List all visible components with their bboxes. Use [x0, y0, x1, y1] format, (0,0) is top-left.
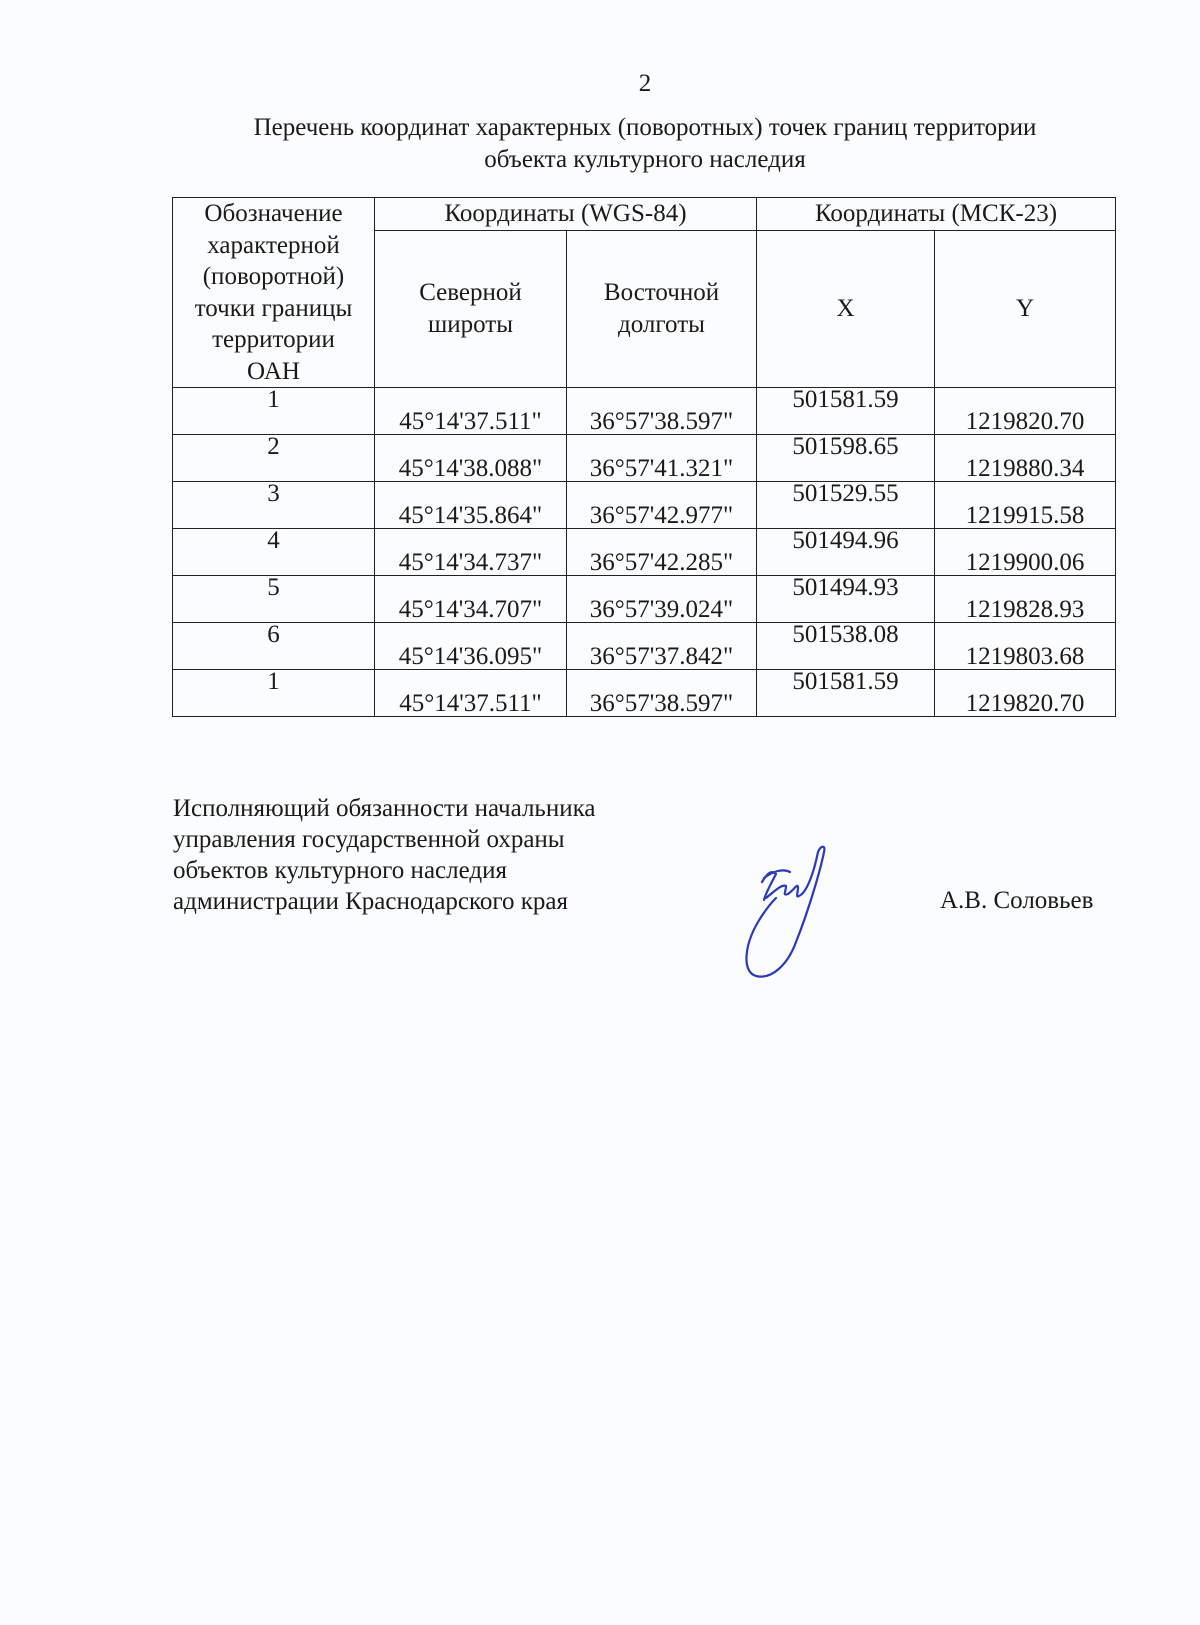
header-point-line: территории: [212, 326, 335, 353]
table-row: [173, 482, 1116, 529]
header-point-line: ОАН: [247, 357, 300, 385]
header-point-line: характерной: [207, 231, 340, 259]
signer-position-line: управления государственной охраны: [173, 826, 565, 853]
signer-name: А.В. Соловьев: [940, 887, 1094, 914]
header-latitude-line: Северной: [419, 279, 522, 307]
latitude-cell: 45°14'38.088": [375, 435, 567, 482]
longitude-cell: 36°57'38.597": [567, 388, 757, 435]
y-cell: 1219828.93: [935, 576, 1116, 623]
title-line: объекта культурного наследия: [484, 146, 806, 173]
header-msk23: Координаты (МСК-23): [757, 198, 1116, 231]
page-number: 2: [638, 70, 652, 97]
x-cell: 501538.08: [757, 623, 935, 670]
latitude-cell: 45°14'37.511": [375, 670, 567, 717]
table-row: [173, 529, 1116, 576]
longitude-cell: 36°57'37.842": [567, 623, 757, 670]
point-number: 6: [173, 623, 375, 670]
signer-position-line: Исполняющий обязанности начальника: [173, 795, 596, 822]
longitude-cell: 36°57'42.285": [567, 529, 757, 576]
header-y: Y: [935, 231, 1116, 388]
latitude-cell: 45°14'34.707": [375, 576, 567, 623]
table-row: [173, 576, 1116, 623]
point-number: 2: [173, 435, 375, 482]
longitude-cell: 36°57'41.321": [567, 435, 757, 482]
header-point-line: Обозначение: [204, 200, 343, 227]
header-latitude: [375, 231, 567, 388]
point-number: 5: [173, 576, 375, 623]
handwritten-signature: [742, 842, 832, 982]
table-body: [173, 388, 1116, 717]
header-longitude-line: долготы: [618, 311, 705, 339]
header-point-designation: [173, 198, 375, 388]
point-number: 1: [173, 388, 375, 435]
longitude-cell: 36°57'38.597": [567, 670, 757, 717]
point-number: 1: [173, 670, 375, 717]
table-row: [173, 388, 1116, 435]
header-point-line: (поворотной): [202, 263, 345, 290]
latitude-cell: 45°14'37.511": [375, 388, 567, 435]
x-cell: 501494.96: [757, 529, 935, 576]
header-longitude-line: Восточной: [603, 279, 720, 307]
x-cell: 501494.93: [757, 576, 935, 623]
y-cell: 1219915.58: [935, 482, 1116, 529]
point-number: 4: [173, 529, 375, 576]
document-title: [160, 112, 1130, 176]
y-cell: 1219803.68: [935, 623, 1116, 670]
signer-position-line: объектов культурного наследия: [173, 857, 507, 884]
table-row: [173, 670, 1116, 717]
x-cell: 501598.65: [757, 435, 935, 482]
latitude-cell: 45°14'36.095": [375, 623, 567, 670]
table-row: [173, 435, 1116, 482]
y-cell: 1219820.70: [935, 670, 1116, 717]
header-point-line: точки границы: [194, 294, 353, 322]
y-cell: 1219900.06: [935, 529, 1116, 576]
header-x: X: [757, 231, 935, 388]
latitude-cell: 45°14'34.737": [375, 529, 567, 576]
header-longitude: [567, 231, 757, 388]
signer-position-line: администрации Краснодарского края: [173, 888, 569, 915]
title-line: Перечень координат характерных (поворотных) точек границ территории: [253, 114, 1037, 141]
longitude-cell: 36°57'39.024": [567, 576, 757, 623]
latitude-cell: 45°14'35.864": [375, 482, 567, 529]
x-cell: 501581.59: [757, 388, 935, 435]
x-cell: 501581.59: [757, 670, 935, 717]
longitude-cell: 36°57'42.977": [567, 482, 757, 529]
y-cell: 1219880.34: [935, 435, 1116, 482]
header-latitude-line: широты: [427, 311, 514, 339]
header-wgs84: Координаты (WGS-84): [375, 198, 757, 231]
point-number: 3: [173, 482, 375, 529]
coordinates-table: [172, 197, 1116, 717]
y-cell: 1219820.70: [935, 388, 1116, 435]
x-cell: 501529.55: [757, 482, 935, 529]
signer-position: [173, 793, 595, 917]
table-row: [173, 623, 1116, 670]
